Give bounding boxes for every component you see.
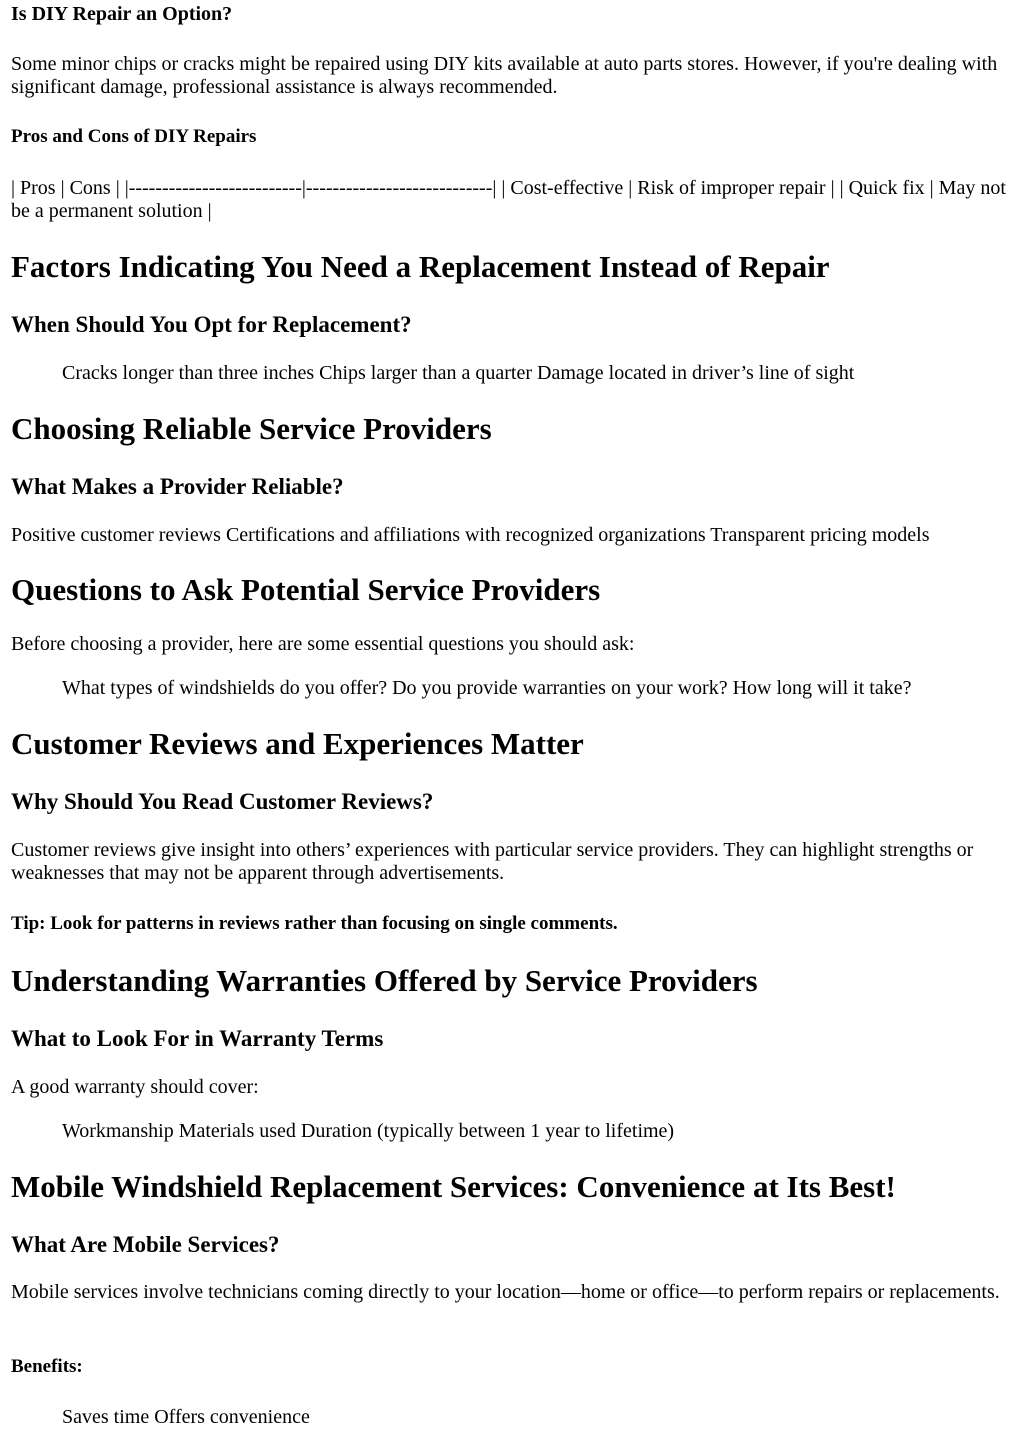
reviews-heading: Customer Reviews and Experiences Matter	[11, 726, 584, 761]
diy-paragraph: Some minor chips or cracks might be repaired using DIY kits available at auto parts stores. However, if you're dealing with significant damage, professional assistance is always recommended.	[11, 53, 998, 98]
mobile-benefits-label: Benefits:	[11, 1356, 83, 1377]
questions-intro: Before choosing a provider, here are some essential questions you should ask:	[11, 633, 635, 655]
providers-paragraph: Positive customer reviews Certifications and affiliations with recognized organizations Transparent pricing models	[11, 524, 930, 546]
questions-list: What types of windshields do you offer? Do you provide warranties on your work? How long will it take?	[62, 677, 912, 699]
mobile-subheading: What Are Mobile Services?	[11, 1232, 280, 1257]
warranties-intro: A good warranty should cover:	[11, 1076, 259, 1098]
questions-heading: Questions to Ask Potential Service Providers	[11, 572, 601, 607]
pros-cons-table-text: | Pros | Cons | |--------------------------|----------------------------| | Cost-effective | Risk of improper repair | | Quick fix | May not be a permanent solution |	[11, 177, 1006, 222]
pros-cons-heading: Pros and Cons of DIY Repairs	[11, 126, 257, 147]
providers-heading: Choosing Reliable Service Providers	[11, 411, 492, 446]
diy-heading: Is DIY Repair an Option?	[11, 3, 233, 25]
reviews-paragraph: Customer reviews give insight into others’ experiences with particular service providers. They can highlight strengths or weaknesses that may not be apparent through advertisements.	[11, 839, 974, 884]
mobile-paragraph: Mobile services involve technicians coming directly to your location—home or office—to perform repairs or replacements.	[11, 1281, 1000, 1303]
replacement-heading: Factors Indicating You Need a Replacement Instead of Repair	[11, 249, 830, 284]
replacement-list: Cracks longer than three inches Chips larger than a quarter Damage located in driver’s line of sight	[62, 362, 855, 384]
warranties-list: Workmanship Materials used Duration (typically between 1 year to lifetime)	[62, 1120, 675, 1142]
mobile-heading: Mobile Windshield Replacement Services: Convenience at Its Best!	[11, 1169, 896, 1204]
warranties-subheading: What to Look For in Warranty Terms	[11, 1026, 384, 1051]
providers-subheading: What Makes a Provider Reliable?	[11, 474, 344, 499]
reviews-subheading: Why Should You Read Customer Reviews?	[11, 789, 434, 814]
warranties-heading: Understanding Warranties Offered by Service Providers	[11, 963, 758, 998]
reviews-tip: Tip: Look for patterns in reviews rather than focusing on single comments.	[11, 913, 618, 934]
mobile-benefits-list: Saves time Offers convenience	[62, 1406, 310, 1428]
replacement-subheading: When Should You Opt for Replacement?	[11, 312, 412, 337]
